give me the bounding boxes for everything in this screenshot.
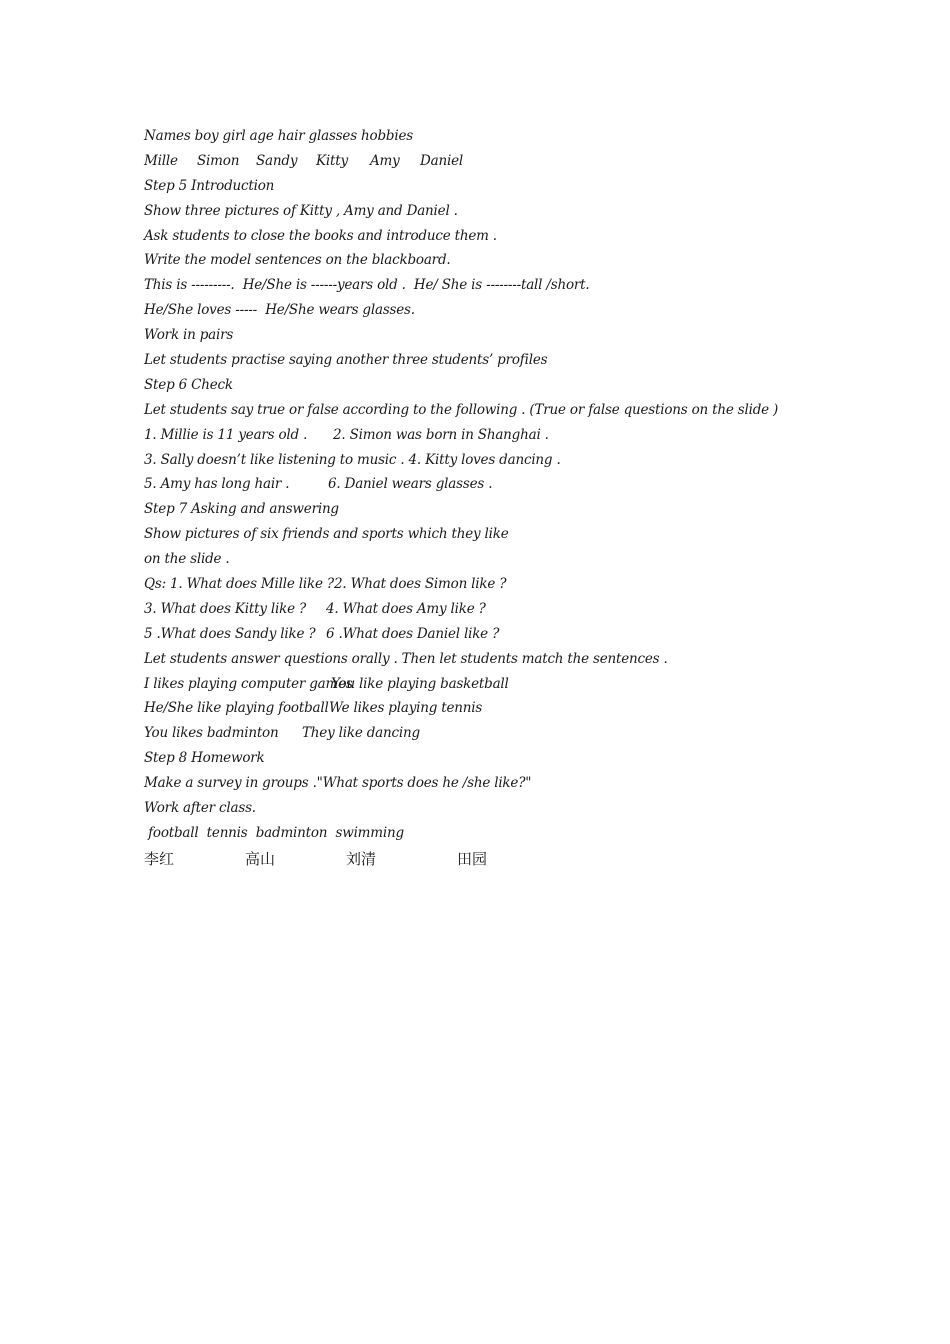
student-name: Sandy	[256, 152, 298, 169]
model-sentence-line: This is ---------. He/She is ------years old . He/ She is --------tall /short.	[144, 277, 590, 294]
question-item: 4. What does Amy like ?	[326, 600, 486, 617]
true-false-item: 6. Daniel wears glasses .	[328, 476, 493, 493]
true-false-row: 3. Sally doesn’t like listening to music . 4. Kitty loves dancing .	[144, 451, 561, 468]
question-item: 6 .What does Daniel like ?	[326, 625, 500, 642]
step-6-heading: Step 6 Check	[144, 376, 233, 393]
table-header-line: Names boy girl age hair glasses hobbies	[144, 128, 413, 144]
student-name: Kitty	[316, 152, 348, 169]
student-name: Simon	[197, 152, 240, 169]
question-item: 5 .What does Sandy like ?	[144, 625, 316, 642]
match-item: You like playing basketball	[331, 675, 509, 692]
chinese-name: 刘清	[346, 849, 377, 868]
instruction-line: Show pictures of six friends and sports which they like	[144, 526, 509, 543]
instruction-line: on the slide .	[144, 551, 230, 568]
step-8-heading: Step 8 Homework	[144, 750, 265, 767]
model-sentence-line: He/She loves ----- He/She wears glasses.	[144, 302, 415, 319]
instruction-line: Show three pictures of Kitty , Amy and Daniel .	[144, 202, 458, 219]
question-item: 3. What does Kitty like ?	[144, 600, 306, 617]
instruction-line: Let students answer questions orally . Then let students match the sentences .	[144, 650, 668, 667]
student-names-row	[144, 149, 864, 174]
true-false-item: 5. Amy has long hair .	[144, 476, 290, 493]
match-row	[144, 721, 864, 746]
question-row	[144, 572, 864, 597]
instruction-line: Work after class.	[144, 800, 256, 817]
student-name: Mille	[144, 152, 178, 169]
student-name: Amy	[370, 152, 400, 169]
true-false-row	[144, 472, 864, 497]
instruction-line: Ask students to close the books and introduce them .	[144, 227, 497, 244]
chinese-name: 李红	[144, 849, 175, 868]
chinese-name: 高山	[245, 849, 276, 868]
true-false-row	[144, 423, 864, 448]
match-row	[144, 696, 864, 721]
question-item: Qs: 1. What does Mille like ?	[144, 576, 334, 593]
question-item: 2. What does Simon like ?	[334, 576, 507, 593]
match-item: You likes badminton	[144, 725, 279, 742]
sports-list-line: football tennis badminton swimming	[144, 824, 404, 841]
instruction-line: Let students practise saying another three students’ profiles	[144, 352, 548, 369]
instruction-line: Let students say true or false according to the following . (True or false questions on the slide )	[144, 401, 779, 418]
match-item: They like dancing	[302, 725, 420, 742]
match-row	[144, 672, 864, 697]
match-item: I likes playing computer games	[144, 675, 353, 692]
match-item: He/She like playing football	[144, 700, 329, 717]
instruction-line: Make a survey in groups ."What sports does he /she like?"	[144, 775, 532, 792]
question-row	[144, 622, 864, 647]
chinese-names-row	[144, 846, 864, 872]
step-7-heading: Step 7 Asking and answering	[144, 501, 339, 518]
match-item: We likes playing tennis	[329, 700, 483, 717]
true-false-item: 2. Simon was born in Shanghai .	[333, 426, 549, 443]
step-5-heading: Step 5 Introduction	[144, 177, 275, 194]
chinese-name: 田园	[457, 849, 488, 868]
lesson-plan-body	[144, 124, 864, 872]
instruction-line: Work in pairs	[144, 327, 234, 344]
instruction-line: Write the model sentences on the blackboard.	[144, 252, 451, 269]
question-row	[144, 597, 864, 622]
true-false-item: 1. Millie is 11 years old .	[144, 426, 308, 443]
student-name: Daniel	[420, 152, 463, 169]
